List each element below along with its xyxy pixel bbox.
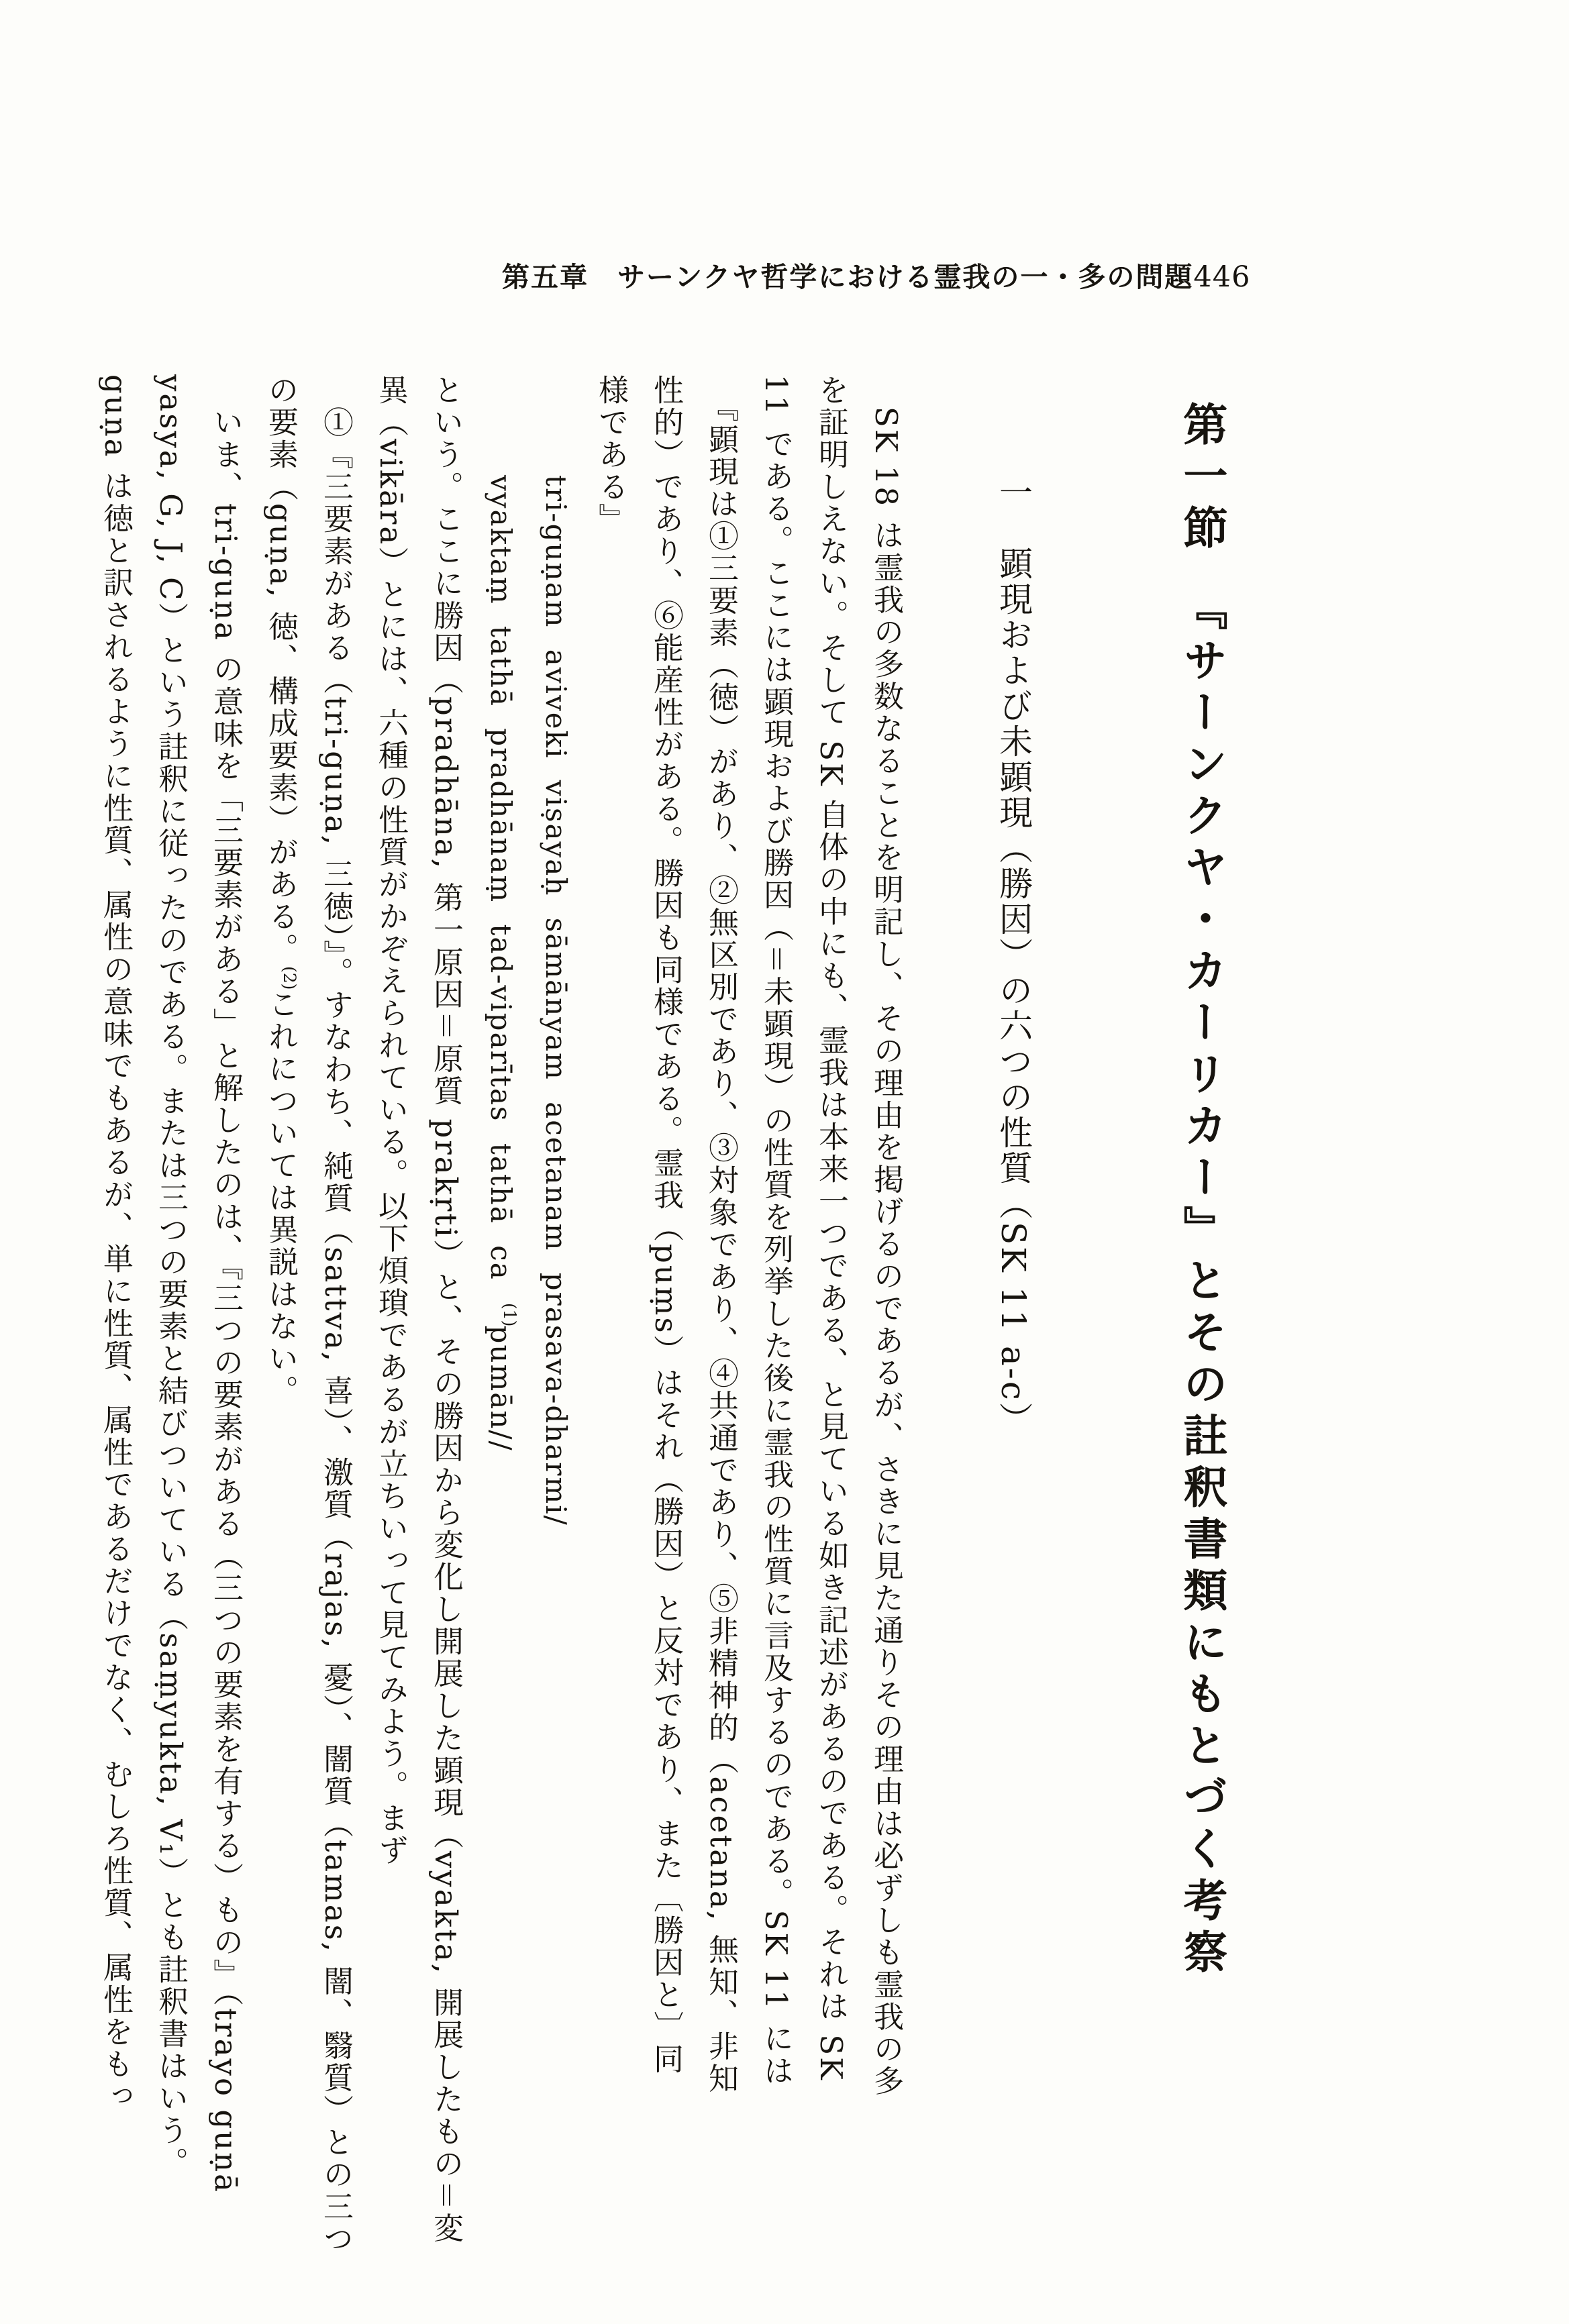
text-column-6: 様である』	[593, 374, 629, 535]
running-head	[502, 255, 1251, 295]
text-column-11: いま、tri-guṇa の意味を「三要素がある」と解したのは、『三つの要素がある（三つの要素を有する）もの』（trayo guṇā	[208, 374, 244, 2194]
subsection-title: 一 顕現および未顕現（勝因）の六つの性質（SK 11 a-c）	[994, 475, 1033, 1438]
text-column-4: 『顕現は①三要素（徳）があり、②無区別であり、③対象であり、④共通であり、⑤非精神的（acetana, 無知、非知	[703, 374, 739, 2095]
text-column-9: ①『三要素がある（tri-guṇa, 三徳）』。すなわち、純質（sattva, 喜）、激質（rajas, 憂）、闇質（tamas, 闇、翳質）との三つ	[318, 374, 354, 2256]
text-column-12: yasya, G, J, C）という註釈に従ったのである。または三つの要素と結びついている（saṃyukta, V₁）とも註釈書はいう。	[153, 374, 189, 2179]
sanskrit-verse-line-2	[483, 475, 519, 1452]
section-title: 第一節 『サーンクヤ・カーリカー』とその註釈書類にもとづく考察	[1176, 401, 1228, 1980]
text-column-7: という。ここに勝因（pradhāna, 第一原因＝原質 prakṛti）と、その勝因から変化し開展した顕現（vyakta, 開展したもの＝変	[428, 374, 464, 2245]
text-column-8: 異（vikāra）とには、六種の性質がかぞえられている。以下煩瑣であるが立ちいって見てみよう。まず	[373, 374, 409, 1867]
chapter-title: 第五章 サーンクヤ哲学における霊我の一・多の問題	[502, 261, 1194, 293]
text-column-5: 性的）であり、⑥能産性がある。勝因も同様である。霊我（puṃs）はそれ（勝因）と反対であり、また〔勝因と〕同	[648, 374, 684, 2076]
sanskrit-verse-line-1: tri-guṇam aviveki viṣayaḥ sāmānyam acetanam prasava-dharmi/	[540, 475, 572, 1526]
sanskrit-verse-line-2-text: vyaktaṃ tathā pradhānaṃ tad-viparītas tathā ca	[485, 475, 517, 1302]
text-column-2: を証明しえない。そして SK 自体の中にも、霊我は本来一つである、と見ている如き記述があるのである。それは SK	[813, 374, 849, 2082]
text-column-3: 11 である。ここには顕現および勝因（＝未顕現）の性質を列挙した後に霊我の性質に言及するのである。SK 11 には	[758, 374, 794, 2087]
text-column-13: guṇa は徳と訳されるように性質、属性の意味でもあるが、単に性質、属性であるだけでなく、むしろ性質、属性をもっ	[98, 374, 134, 2113]
text-column-10	[262, 374, 299, 1408]
footnote-marker-2: (2)	[280, 966, 299, 990]
text-column-10-start: の要素（guṇa, 徳、構成要素）がある。	[263, 374, 299, 965]
text-column-1: SK 18 は霊我の多数なることを明記し、その理由を掲げるのであるが、さきに見た通りその理由は必ずしも霊我の多	[868, 374, 904, 2098]
text-column-10-end: これについては異説はない。	[263, 988, 299, 1408]
page-number: 446	[1193, 260, 1251, 294]
vertical-text-block	[97, 374, 1230, 2256]
footnote-marker-1: (1)	[500, 1303, 519, 1327]
sanskrit-verse-line-2-end: pumān//	[485, 1325, 517, 1452]
